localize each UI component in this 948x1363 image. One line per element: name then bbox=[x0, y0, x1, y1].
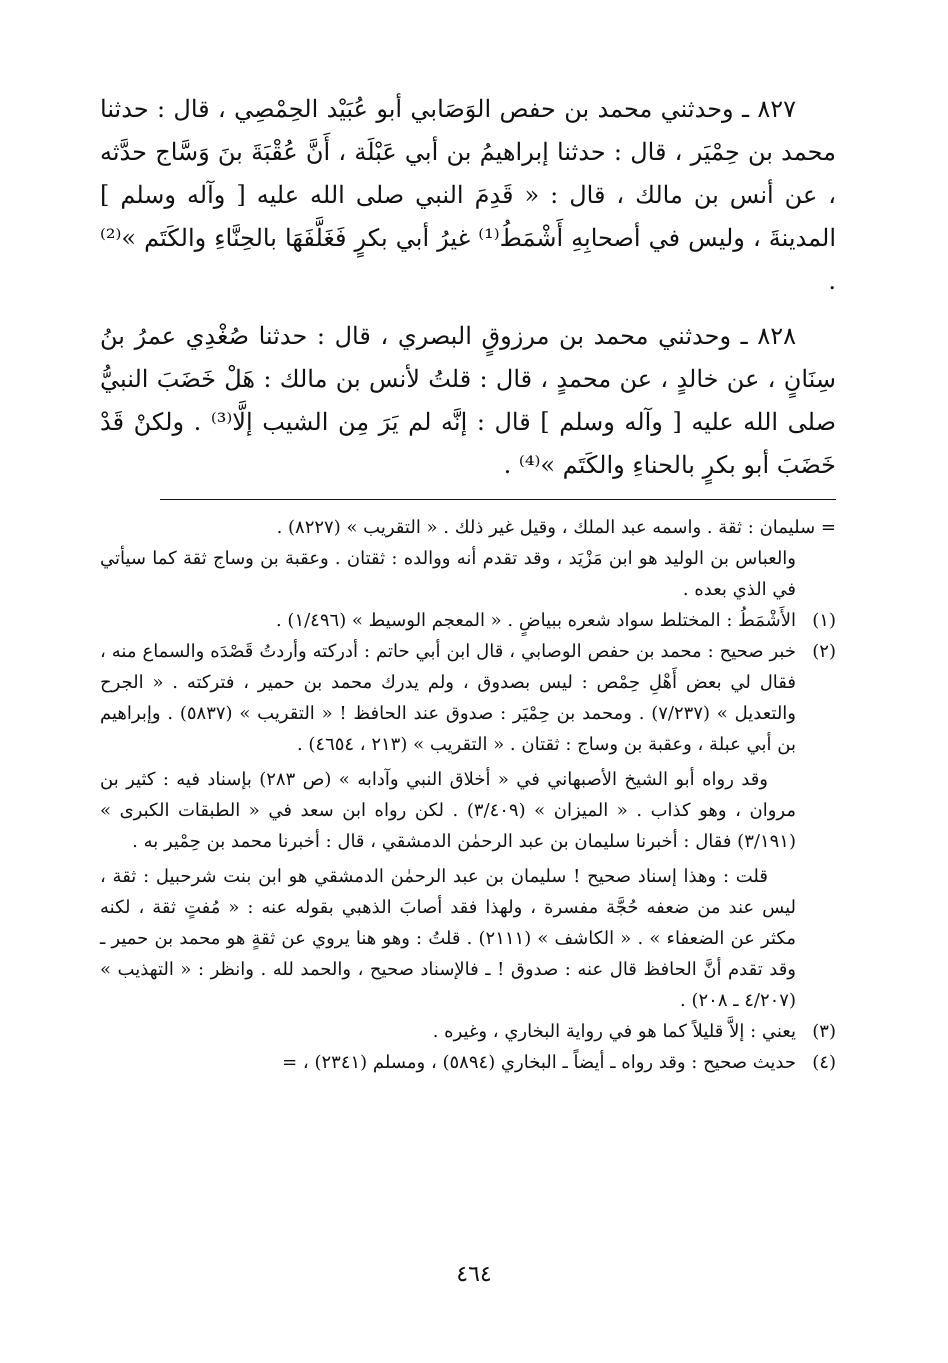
footnote-text: الأَشْمَطُ : المختلط سواد شعره ببياضٍ . « المعجم الوسيط » (١/٤٩٦) . bbox=[275, 610, 796, 631]
footnote-3 bbox=[100, 1016, 836, 1047]
footnote-text: وقد رواه أبو الشيخ الأصبهاني في « أخلاق النبي وآدابه » (ص ٢٨٣) بإسناد فيه : كثير بن مروان ، وهو كذاب . « الميزان » (٣/٤٠٩) . لكن رواه ابن سعد في « الطبقات الكبرى » (٣/١٩١) فقال : أخبرنا سليمان بن عبد الرحمٰن الدمشقي ، قال : أخبرنا محمد بن حِمْير به . bbox=[100, 769, 797, 852]
footnote-4 bbox=[100, 1047, 836, 1078]
footnote-1 bbox=[100, 605, 836, 636]
footnote-number: (٤) bbox=[812, 1052, 836, 1073]
footnote-text: خبر صحيح : محمد بن حفص الوصابي ، قال ابن أبي حاتم : أدركته وأردتُ قَصْدَه والسماع منه ، فقال لي بعض أَهْلِ حِمْص : ليس بصدوق ، ولم يدرك محمد بن حمير ، فتركته . « الجرح والتعديل » (٧/٢٣٧) . ومحمد بن حِمْيَر : صدوق عند الحافظ ! « التقريب » (٥٨٣٧) . وإبراهيم بن أبي عبلة ، وعقبة بن وساج : ثقتان . « التقريب » (٢١٣ ، ٤٦٥٤) . bbox=[100, 641, 796, 755]
hadith-828: ٨٢٨ ـ وحدثني محمد بن مرزوقٍ البصري ، قال : حدثنا صُغْدِي عمرُ بنُ سِنَانٍ ، عن خالدٍ ، عن محمدٍ ، قال : قلتُ لأنس بن مالك : هَلْ خَضَبَ النبيُّ صلى الله عليه [ وآله وسلم ] قال : إنَّه لم يَرَ مِن الشيب إلَّا⁽³⁾ . ولكنْ قَدْ خَضَبَ أبو بكرٍ بالحناءِ والكَتَم »⁽⁴⁾ . bbox=[100, 322, 837, 479]
footnote-2 bbox=[100, 636, 836, 1016]
page-number: ٤٦٤ bbox=[456, 1262, 492, 1287]
hadith-827: ٨٢٧ ـ وحدثني محمد بن حفص الوَصَابي أبو عُبَيْد الحِمْصِي ، قال : حدثنا محمد بن حِمْيَر ، قال : حدثنا إبراهيمُ بن أبي عَبْلَة ، أَنَّ عُقْبَةَ بنَ وَسَّاج حدَّثه ، عن أنس بن مالك ، قال : « قَدِمَ النبي صلى الله عليه [ وآله وسلم ] المدينةَ ، وليس في أصحابِهِ أَشْمَطُ⁽¹⁾ غيرُ أبي بكرٍ فَغَلَّفَهَا بالحِنَّاءِ والكَتَم »⁽²⁾ . bbox=[100, 95, 837, 295]
footnote-continuation-2: والعباس بن الوليد هو ابن مَزْيَد ، وقد تقدم أنه ووالده : ثقتان . وعقبة بن وساج ثقة كما سيأتي في الذي بعده . bbox=[100, 548, 796, 600]
footnote-divider bbox=[160, 499, 836, 500]
footnote-text: قلت : وهذا إسناد صحيح ! سليمان بن عبد الرحمٰن الدمشقي هو ابن بنت شرحبيل : ثقة ، ليس عند من ضعفه حُجَّة مفسرة ، ولهذا فقد أصابَ الذهبي بقوله عنه : « مُفتٍ ثقة ، لكنه مكثر عن الضعفاء » . « الكاشف » (٢١١١) . قلتُ : وهو هنا يروي عن ثقةٍ هو محمد بن حمير ـ وقد تقدم أنَّ الحافظ قال عنه : صدوق ! ـ فالإسناد صحيح ، والحمد لله . وانظر : « التهذيب » (٤/٢٠٧ ـ ٢٠٨) . bbox=[100, 866, 796, 1011]
footnotes bbox=[100, 512, 836, 1078]
footnote-text: حديث صحيح : وقد رواه ـ أيضاً ـ البخاري (٥٨٩٤) ، ومسلم (٢٣٤١) ، = bbox=[282, 1052, 796, 1073]
footnote-number: (٢) bbox=[812, 641, 836, 662]
footnote-number: (٣) bbox=[812, 1021, 836, 1042]
footnote-continuation-1: = سليمان : ثقة . واسمه عبد الملك ، وقيل غير ذلك . « التقريب » (٨٢٢٧) . bbox=[276, 517, 836, 538]
page-content bbox=[100, 88, 836, 1078]
continuation-mark: = bbox=[820, 517, 836, 538]
footnote-text: يعني : إلاَّ قليلاً كما هو في رواية البخاري ، وغيره . bbox=[432, 1021, 796, 1042]
footnote-number: (١) bbox=[812, 610, 836, 631]
